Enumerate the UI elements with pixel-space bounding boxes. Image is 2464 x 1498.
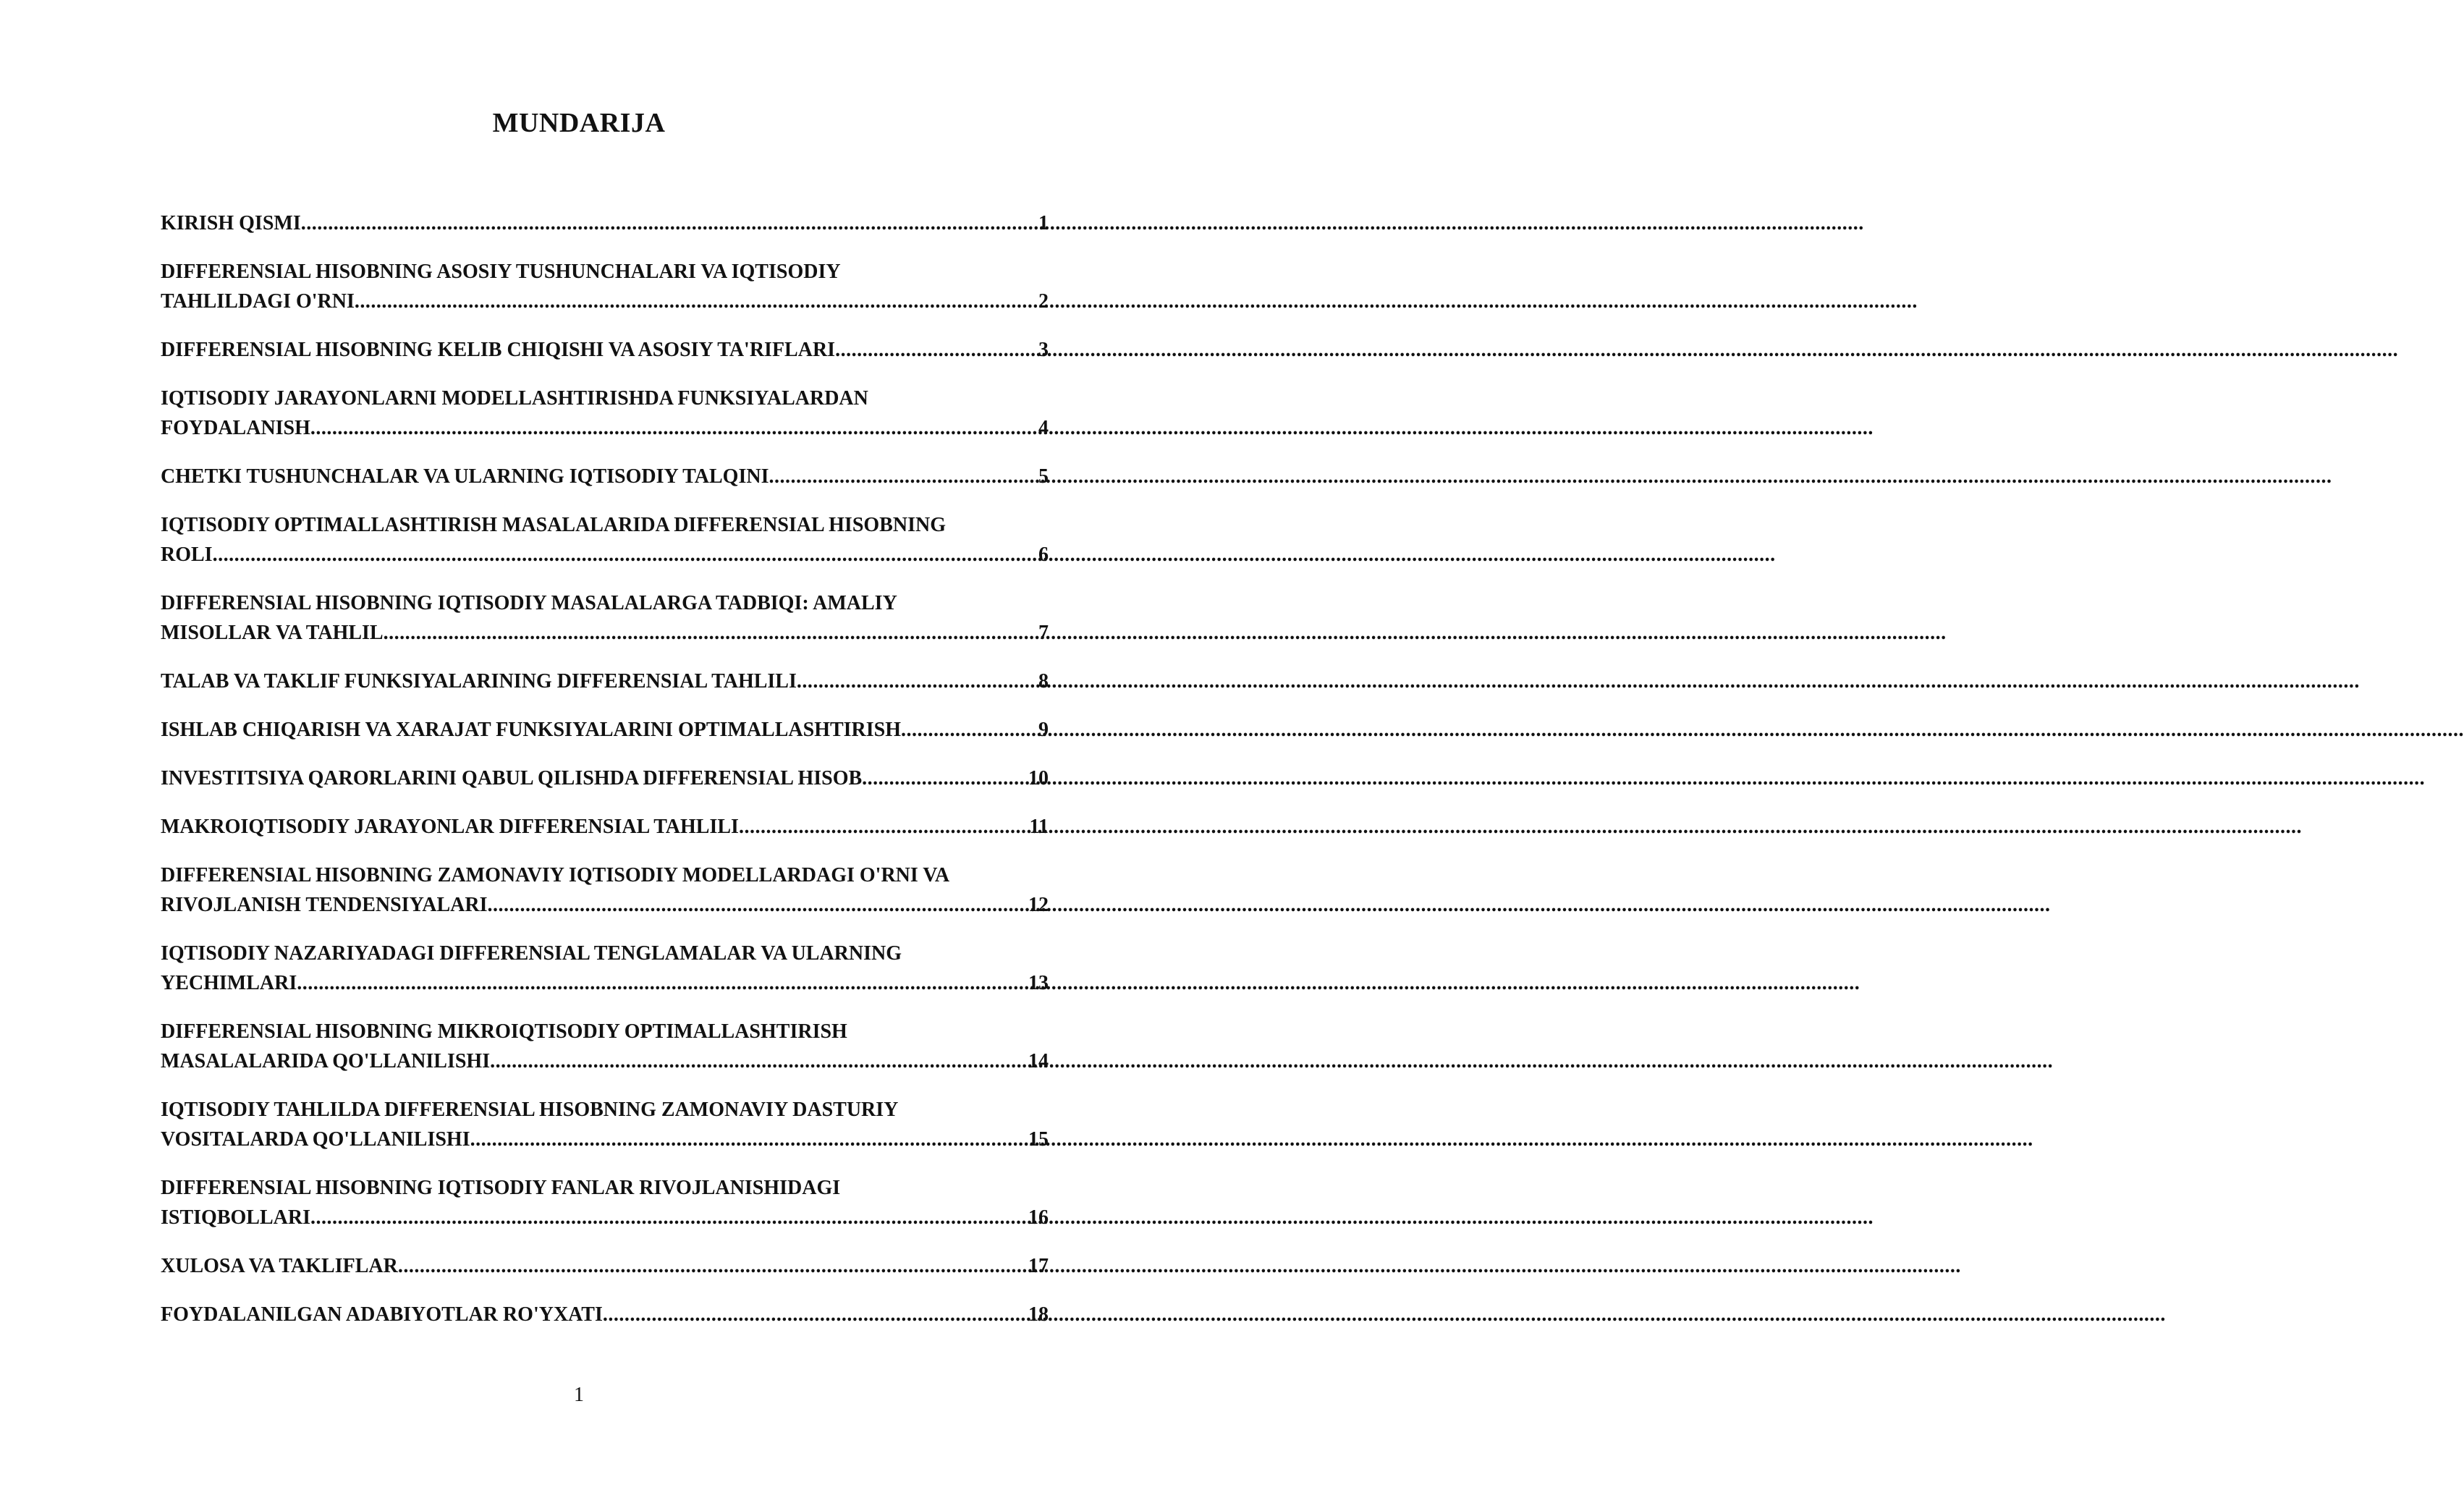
toc-entry-title: DIFFERENSIAL HISOBNING ZAMONAVIY IQTISODIY MODELLARDAGI O'RNI VA: [161, 864, 950, 886]
toc-entry[interactable]: [161, 1251, 1049, 1281]
toc-entry-line: [161, 1173, 1049, 1203]
toc-entry-line: [161, 667, 1049, 696]
toc-entry-title: DIFFERENSIAL HISOBNING IQTISODIY MASALALARGA TADBIQI: AMALIY: [161, 592, 897, 614]
dot-leader: [835, 335, 1037, 365]
dot-leader: [490, 1046, 1027, 1076]
toc-entry-line: [161, 588, 1049, 618]
dot-leader: [901, 715, 1037, 745]
toc-entry-line: [161, 287, 1049, 316]
toc-page-number: 14: [1028, 1050, 1049, 1072]
toc-entry-title: TAHLILDAGI O'RNI: [161, 290, 355, 313]
toc-entry[interactable]: [161, 384, 1049, 443]
toc-page-number: 10: [1028, 767, 1049, 790]
table-of-contents: [161, 208, 1049, 1348]
toc-page-number: 1: [1038, 212, 1049, 234]
dot-leader: [355, 287, 1037, 316]
toc-entry-title: ROLI: [161, 543, 213, 566]
toc-page-number: 16: [1028, 1206, 1049, 1229]
toc-page-number: 13: [1028, 972, 1049, 994]
toc-entry-title: IQTISODIY JARAYONLARNI MODELLASHTIRISHDA FUNKSIYALARDAN: [161, 387, 868, 410]
dot-leader: [398, 1251, 1027, 1281]
dot-leader: [603, 1300, 1027, 1329]
toc-entry-title: IQTISODIY TAHLILDA DIFFERENSIAL HISOBNING ZAMONAVIY DASTURIY: [161, 1099, 899, 1121]
document-page: [0, 0, 1158, 1498]
dot-leader: [301, 208, 1037, 238]
dot-leader: [769, 462, 1037, 491]
toc-entry-title: MISOLLAR VA TAHLIL: [161, 622, 384, 644]
toc-entry-title: RIVOJLANISH TENDENSIYALARI: [161, 894, 488, 916]
toc-page-number: 15: [1028, 1128, 1049, 1151]
toc-entry-line: [161, 715, 1049, 745]
toc-entry-line: [161, 618, 1049, 648]
toc-entry-line: [161, 1017, 1049, 1046]
toc-page-number: 9: [1038, 719, 1049, 741]
toc-entry-line: [161, 1125, 1049, 1154]
toc-entry-line: [161, 1251, 1049, 1281]
toc-page-number: 5: [1038, 465, 1049, 488]
dot-leader: [310, 1203, 1027, 1232]
dot-leader: [297, 968, 1027, 998]
toc-entry-line: [161, 384, 1049, 413]
toc-entry[interactable]: [161, 510, 1049, 570]
dot-leader: [310, 413, 1037, 443]
toc-entry-title: CHETKI TUSHUNCHALAR VA ULARNING IQTISODIY TALQINI: [161, 465, 769, 488]
toc-page-number: 12: [1028, 894, 1049, 916]
dot-leader: [862, 763, 1027, 793]
toc-entry[interactable]: [161, 588, 1049, 648]
dot-leader: [487, 890, 1027, 920]
toc-entry-title: MAKROIQTISODIY JARAYONLAR DIFFERENSIAL TAHLILI: [161, 816, 739, 838]
toc-entry-line: [161, 257, 1049, 287]
toc-page-number: 2: [1038, 290, 1049, 313]
toc-entry[interactable]: [161, 1300, 1049, 1329]
toc-entry[interactable]: [161, 939, 1049, 998]
toc-entry[interactable]: [161, 763, 1049, 793]
toc-page-number: 18: [1028, 1303, 1049, 1326]
toc-entry-title: YECHIMLARI: [161, 972, 297, 994]
toc-page-number: 17: [1028, 1255, 1049, 1277]
toc-entry[interactable]: [161, 208, 1049, 238]
toc-entry[interactable]: [161, 462, 1049, 491]
toc-entry-line: [161, 510, 1049, 540]
toc-entry-line: [161, 890, 1049, 920]
toc-entry-title: DIFFERENSIAL HISOBNING IQTISODIY FANLAR RIVOJLANISHIDAGI: [161, 1177, 841, 1199]
toc-entry-line: [161, 335, 1049, 365]
dot-leader: [797, 667, 1037, 696]
toc-entry-line: [161, 860, 1049, 890]
toc-entry-line: [161, 939, 1049, 968]
page-title: MUNDARIJA: [492, 108, 666, 138]
toc-entry-title: INVESTITSIYA QARORLARINI QABUL QILISHDA DIFFERENSIAL HISOB: [161, 767, 863, 790]
toc-page-number: 8: [1038, 670, 1049, 693]
toc-entry-title: DIFFERENSIAL HISOBNING KELIB CHIQISHI VA ASOSIY TA'RIFLARI: [161, 339, 836, 361]
toc-entry-line: [161, 413, 1049, 443]
toc-entry-line: [161, 208, 1049, 238]
toc-page-number: 11: [1029, 816, 1049, 838]
toc-page-number: 3: [1038, 339, 1049, 361]
toc-entry-title: MASALALARIDA QO'LLANILISHI: [161, 1050, 491, 1072]
toc-entry[interactable]: [161, 860, 1049, 920]
toc-entry[interactable]: [161, 667, 1049, 696]
toc-page-number: 7: [1038, 622, 1049, 644]
dot-leader: [470, 1125, 1027, 1154]
page-number-footer: 1: [574, 1384, 584, 1406]
toc-entry[interactable]: [161, 715, 1049, 745]
toc-entry[interactable]: [161, 1017, 1049, 1076]
toc-entry-title: TALAB VA TAKLIF FUNKSIYALARINING DIFFERENSIAL TAHLILI: [161, 670, 797, 693]
toc-entry-line: [161, 540, 1049, 570]
toc-entry-line: [161, 1046, 1049, 1076]
toc-entry-line: [161, 1203, 1049, 1232]
toc-entry-title: ISTIQBOLLARI: [161, 1206, 310, 1229]
toc-entry-title: XULOSA VA TAKLIFLAR: [161, 1255, 398, 1277]
toc-entry-title: KIRISH QISMI: [161, 212, 301, 234]
toc-page-number: 6: [1038, 543, 1049, 566]
toc-entry-title: FOYDALANISH: [161, 417, 310, 439]
dot-leader: [739, 812, 1028, 842]
toc-entry[interactable]: [161, 335, 1049, 365]
toc-entry-title: DIFFERENSIAL HISOBNING ASOSIY TUSHUNCHALARI VA IQTISODIY: [161, 261, 841, 283]
dot-leader: [213, 540, 1037, 570]
toc-entry-title: VOSITALARDA QO'LLANILISHI: [161, 1128, 470, 1151]
toc-entry-title: ISHLAB CHIQARISH VA XARAJAT FUNKSIYALARINI OPTIMALLASHTIRISH: [161, 719, 902, 741]
toc-entry-line: [161, 1300, 1049, 1329]
toc-entry-title: IQTISODIY OPTIMALLASHTIRISH MASALALARIDA DIFFERENSIAL HISOBNING: [161, 514, 946, 536]
dot-leader: [384, 618, 1037, 648]
toc-entry-line: [161, 812, 1049, 842]
toc-entry-title: FOYDALANILGAN ADABIYOTLAR RO'YXATI: [161, 1303, 603, 1326]
toc-entry[interactable]: [161, 257, 1049, 316]
toc-entry-title: IQTISODIY NAZARIYADAGI DIFFERENSIAL TENGLAMALAR VA ULARNING: [161, 942, 902, 965]
toc-page-number: 4: [1038, 417, 1049, 439]
toc-entry-line: [161, 763, 1049, 793]
toc-entry[interactable]: [161, 1173, 1049, 1232]
toc-entry-line: [161, 1095, 1049, 1125]
toc-entry-line: [161, 462, 1049, 491]
toc-entry[interactable]: [161, 1095, 1049, 1154]
toc-entry-title: DIFFERENSIAL HISOBNING MIKROIQTISODIY OPTIMALLASHTIRISH: [161, 1020, 847, 1043]
toc-entry[interactable]: [161, 812, 1049, 842]
toc-entry-line: [161, 968, 1049, 998]
